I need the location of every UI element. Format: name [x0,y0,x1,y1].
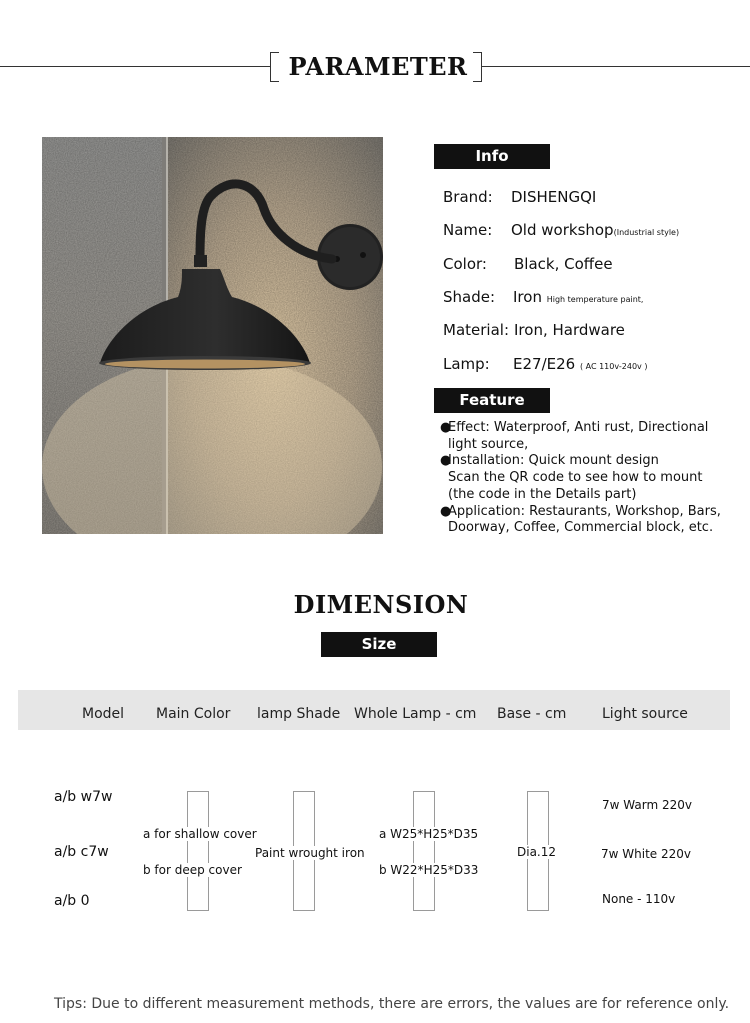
bullet-icon: ● [440,503,452,519]
model-c7w: a/b c7w [54,844,109,860]
bullet-icon: ● [440,420,452,435]
main-color-a: a for shallow cover [143,827,257,841]
material-label: Material: [443,321,509,339]
color-value: Black, Coffee [514,255,613,273]
name-label: Name: [443,221,493,239]
material-value: Iron, Hardware [514,321,625,339]
light-source-warm: 7w Warm 220v [602,798,692,812]
feature-line: Effect: Waterproof, Anti rust, Directional [448,420,709,435]
lamp-note: ( AC 110v-240v ) [579,362,648,371]
shade-note: High temperature paint, [546,295,644,304]
title-bracket-right [473,52,482,82]
light-source-white: 7w White 220v [601,847,691,861]
bullet-icon: ● [440,453,452,469]
brand-value: DISHENGQI [511,188,597,206]
main-color-b: b for deep cover [143,863,242,877]
model-0: a/b 0 [54,893,90,909]
lamp-label: Lamp: [443,355,490,373]
color-label: Color: [443,255,487,273]
shade-value: Iron [513,288,542,306]
lamp-value: E27/E26 [513,355,576,373]
whole-lamp-b: b W22*H25*D33 [379,863,479,877]
feature-line: Installation: Quick mount design [448,453,659,469]
feature-line: light source, [448,436,529,452]
shade-value-wrap [513,288,643,306]
feature-item-effect [440,420,740,453]
lamp-shade-value: Paint wrought iron [255,846,365,860]
header-base: Base - cm [497,706,567,722]
light-source-none: None - 110v [602,892,676,906]
main-color-bar [187,791,209,911]
feature-item-application [440,504,740,537]
parameter-title: PARAMETER [288,52,468,81]
title-bracket-left [270,52,279,82]
header-lamp-shade: lamp Shade [257,706,341,722]
header-model: Model [82,706,125,722]
header-whole-lamp: Whole Lamp - cm [354,706,477,722]
lamp-value-wrap [513,355,647,373]
feature-line: Application: Restaurants, Workshop, Bars, [448,503,721,519]
whole-lamp-a: a W25*H25*D35 [379,827,479,841]
feature-item-installation [440,453,740,503]
brand-label: Brand: [443,188,493,206]
size-tag: Size [321,632,437,657]
feature-line: Scan the QR code to see how to mount [448,470,703,486]
header-main-color: Main Color [156,706,231,722]
header-line-right [481,66,750,67]
name-value-wrap [511,221,679,239]
model-w7w: a/b w7w [54,789,113,805]
tips-note: Tips: Due to different measurement methods, there are errors, the values are for reference only. [54,996,730,1012]
dimension-title: DIMENSION [293,590,469,619]
header-line-left [0,66,270,67]
info-tag: Info [434,144,550,169]
whole-lamp-bar [413,791,435,911]
feature-tag: Feature [434,388,550,413]
product-photo [42,137,383,534]
feature-line: (the code in the Details part) [448,486,637,502]
feature-list [440,420,740,537]
feature-line: Doorway, Coffee, Commercial block, etc. [448,520,714,536]
name-note: (Industrial style) [613,228,680,237]
base-value: Dia.12 [517,845,557,859]
header-light-source: Light source [602,706,688,722]
shade-label: Shade: [443,288,496,306]
name-value: Old workshop [511,221,614,239]
